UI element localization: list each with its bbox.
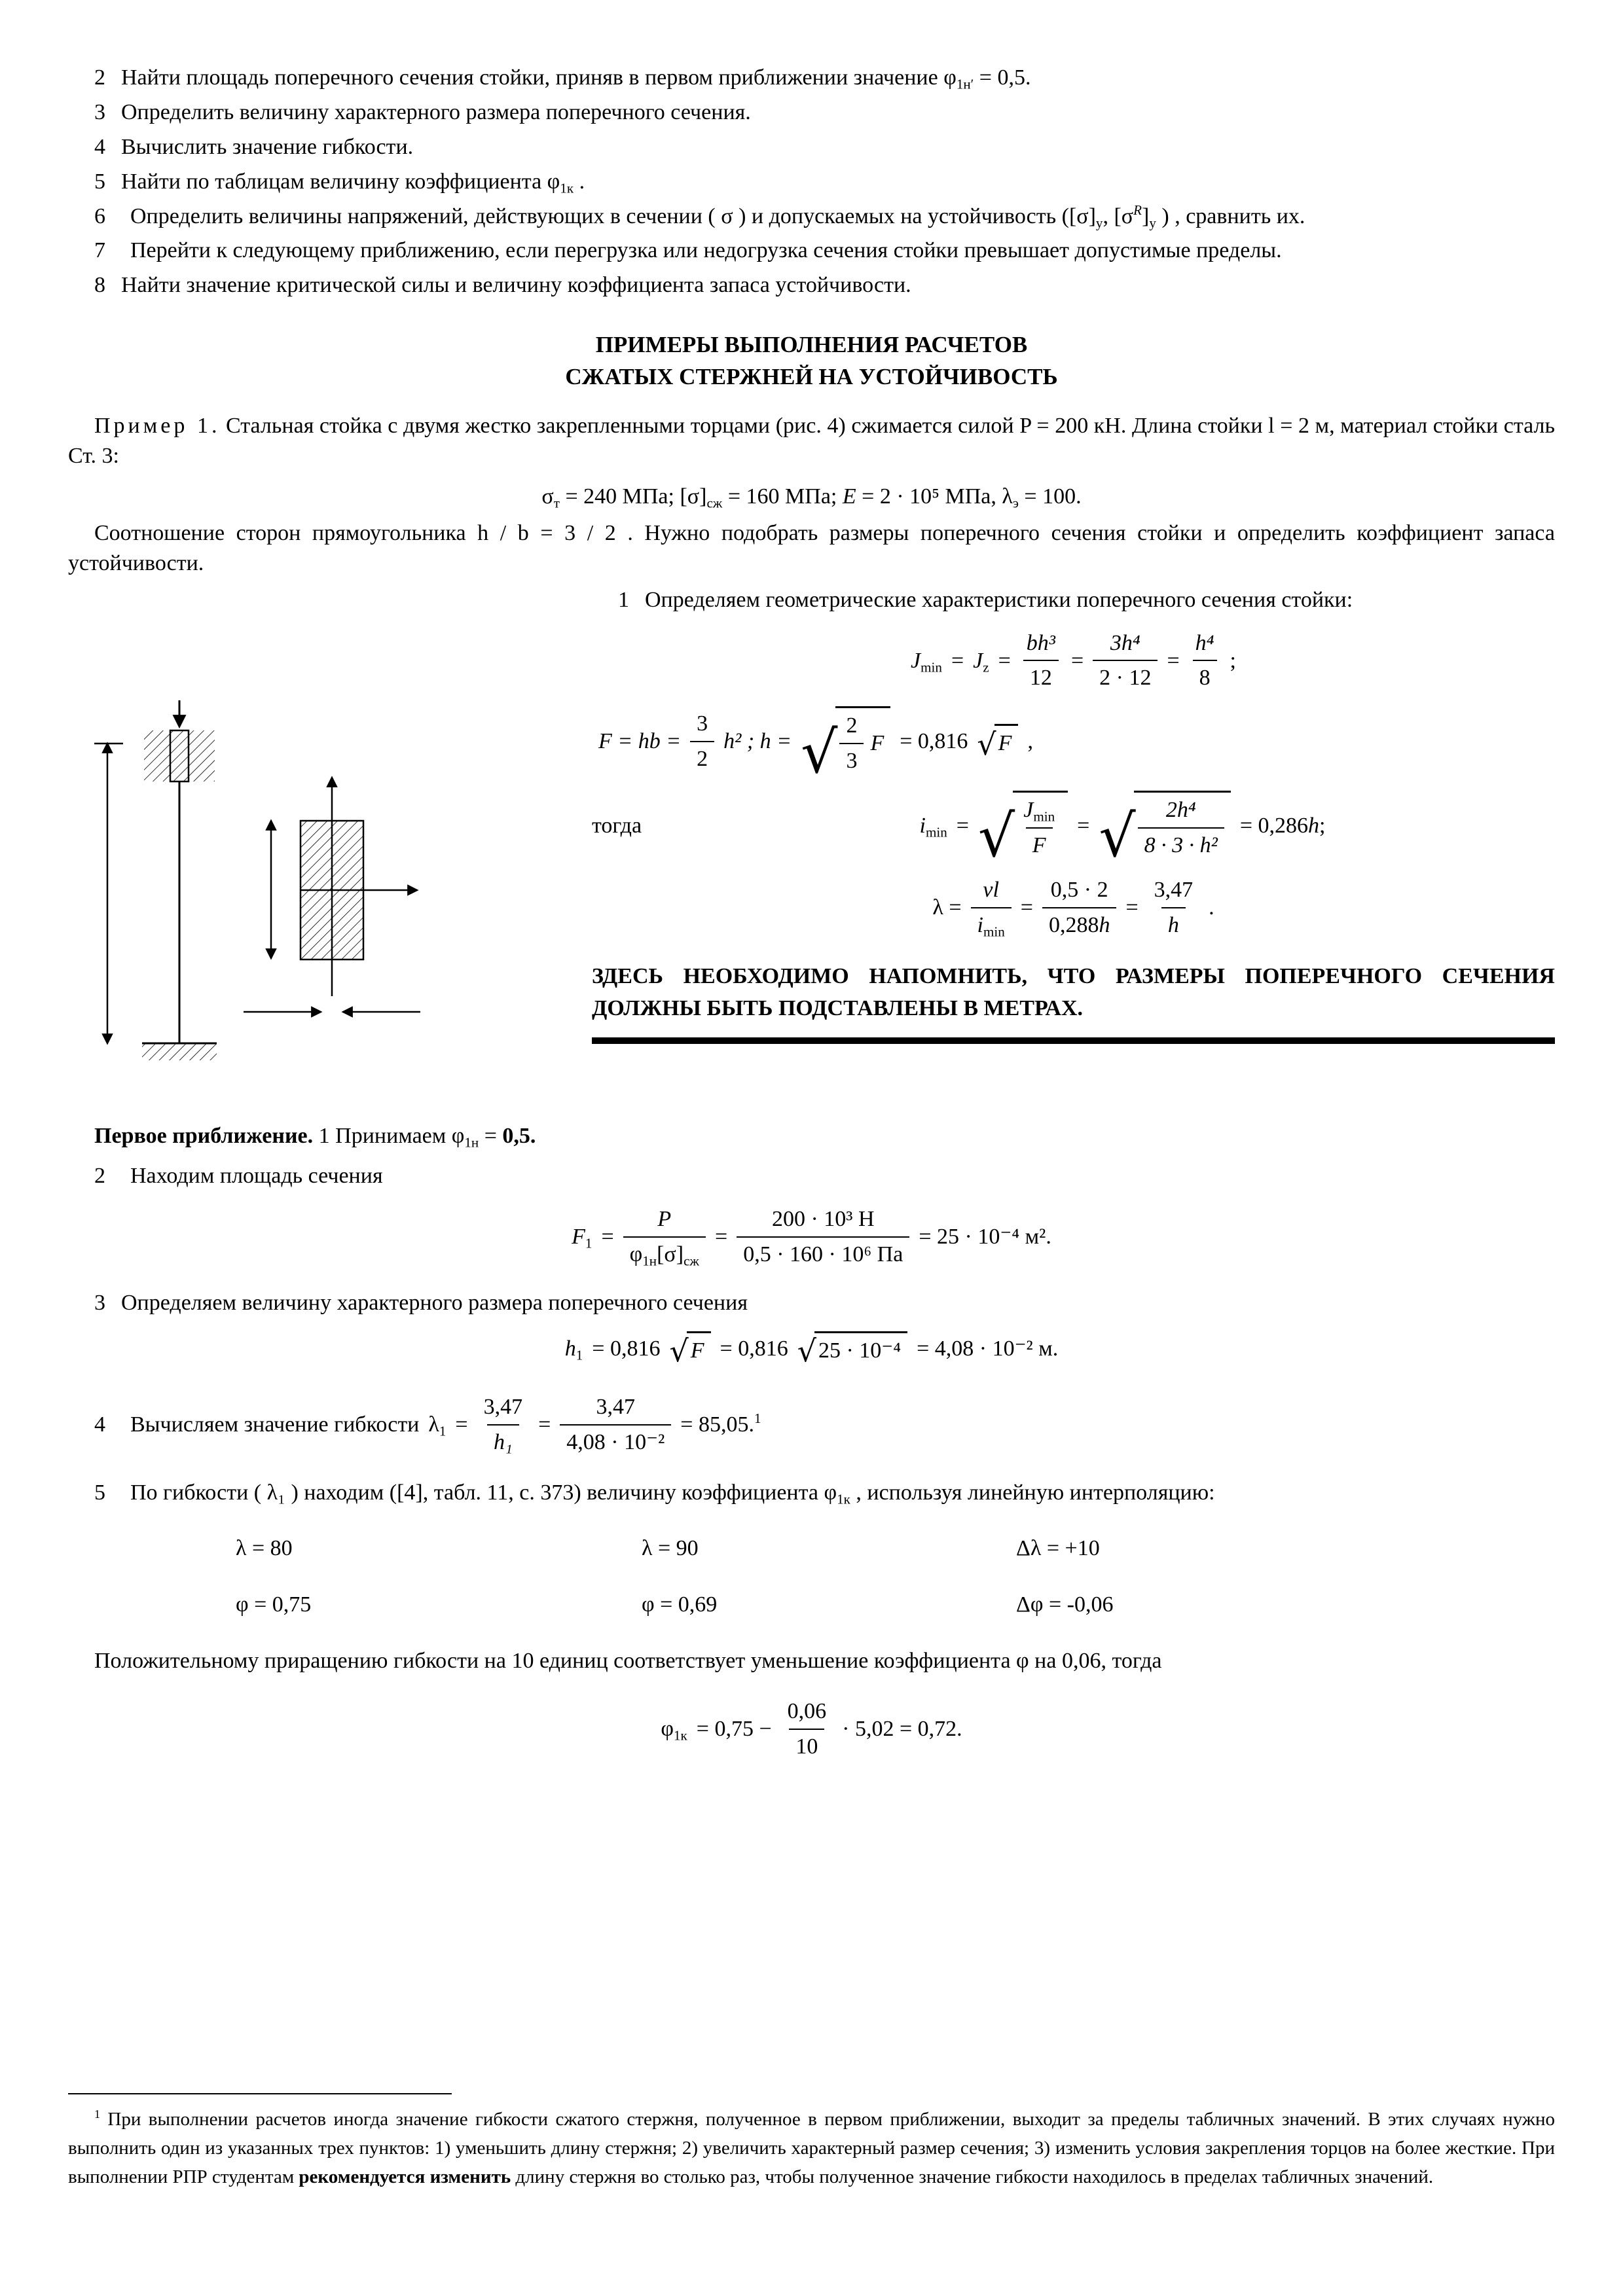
- numerator: bh³: [1026, 630, 1055, 655]
- item-number: 7: [94, 238, 105, 263]
- var: φ: [451, 1123, 465, 1148]
- step-1-paragraph: [592, 585, 1555, 615]
- denominator: 2: [690, 741, 714, 774]
- fraction: [560, 1392, 671, 1458]
- step-5-paragraph: [68, 1475, 1555, 1511]
- text: = 100.: [1018, 484, 1082, 509]
- subscript: min: [1033, 808, 1055, 825]
- list-item-6: [68, 202, 1555, 232]
- item-text: Вычислить значение гибкости.: [121, 134, 414, 159]
- var: h: [564, 1336, 576, 1361]
- denominator: 0,5 · 160 · 10⁶ Па: [737, 1236, 909, 1270]
- subscript: 1к: [837, 1491, 850, 1507]
- num: = 0,286: [1239, 813, 1309, 838]
- denominator: 3: [839, 743, 864, 776]
- lambda-80: λ = 80: [236, 1535, 293, 1560]
- radical-sign: √: [977, 802, 1015, 870]
- section-heading: [68, 329, 1555, 393]
- radical-sign: √: [797, 1333, 816, 1369]
- equals: =: [1020, 895, 1033, 920]
- double-rule: [592, 1037, 1555, 1044]
- list-item-5: [68, 167, 1555, 197]
- heading-line-2: СЖАТЫХ СТЕРЖНЕЙ НА УСТОЙЧИВОСТЬ: [565, 364, 1058, 390]
- num: = 85,05.: [680, 1412, 754, 1437]
- radical-sign: √: [1099, 802, 1136, 870]
- subscript: 1: [439, 1423, 447, 1439]
- denominator: 4,08 · 10⁻²: [560, 1424, 671, 1458]
- result: [1240, 811, 1326, 841]
- numerator: 0,5 · 2: [1050, 877, 1108, 902]
- phi-1n-symbol: [451, 1123, 479, 1151]
- numerator: 0,06: [787, 1699, 827, 1724]
- list-item-3: [68, 98, 1555, 128]
- phi-1k-symbol: [547, 170, 574, 194]
- numerator: 3,47: [483, 1394, 523, 1419]
- subscript: у: [1149, 215, 1156, 231]
- sqrt: [977, 791, 1068, 870]
- var: i: [919, 813, 926, 838]
- subscript: 1к: [560, 180, 574, 196]
- fraction: [1148, 875, 1200, 941]
- subscript: э: [1012, 495, 1019, 511]
- var: J: [1023, 798, 1034, 823]
- text: длину стержня во столько раз, чтобы полученное значение гибкости находилось в пределах табличных значений.: [511, 2166, 1434, 2187]
- item-text: Найти площадь поперечного сечения стойки, приняв в первом приближении значение: [121, 65, 944, 90]
- radical-sign: √: [669, 1333, 689, 1369]
- sigma-brackets: ]: [1142, 204, 1150, 228]
- numerator: 200 · 10³ Н: [771, 1207, 875, 1232]
- result: · 5,02 = 0,72.: [842, 1717, 962, 1742]
- var: J: [973, 648, 983, 673]
- subscript: т: [553, 495, 560, 511]
- numerator: 2h⁴: [1165, 798, 1196, 823]
- subscript: 1к: [673, 1727, 687, 1744]
- sqrt: [1099, 791, 1231, 870]
- length-dimension: [94, 744, 123, 1043]
- text: = 160 МПа;: [722, 484, 843, 509]
- text: = 2 · 10⁵ МПа, λ: [856, 484, 1013, 509]
- fixed-support-top: [144, 730, 215, 781]
- var: h: [1099, 912, 1110, 937]
- item-text: Перейти к следующему приближению, если перегрузка или недогрузка сечения стойки превышает допустимые пределы.: [130, 238, 1282, 263]
- equals: =: [538, 1412, 551, 1437]
- denominator: 10: [789, 1729, 824, 1762]
- var: φ: [629, 1242, 643, 1267]
- var: F: [998, 731, 1012, 756]
- h1: [565, 1334, 583, 1364]
- sqrt: [977, 724, 1018, 762]
- conclusion-paragraph: Положительному приращению гибкости на 10 единиц соответствует уменьшение коэффициента φ на 0,06, тогда: [94, 1648, 1162, 1673]
- item-text: = 0,5.: [974, 65, 1031, 90]
- text: 1 Принимаем: [313, 1123, 452, 1148]
- subscript: min: [925, 824, 947, 840]
- item-text: Находим площадь сечения: [130, 1164, 383, 1189]
- item-number: 4: [94, 1412, 105, 1437]
- fraction: [1020, 628, 1062, 694]
- numerator: P: [657, 1207, 672, 1232]
- step-3-paragraph: [68, 1288, 1555, 1318]
- phi-1k-symbol: [661, 1714, 687, 1744]
- item-text: ) , сравнить их.: [1156, 204, 1305, 228]
- subscript: 1н: [464, 1134, 479, 1151]
- var: λ: [428, 1412, 439, 1437]
- equals: =: [1167, 648, 1180, 673]
- equals: =: [998, 648, 1011, 673]
- fraction: [1042, 875, 1117, 941]
- phi-075: φ = 0,75: [236, 1592, 312, 1617]
- item-number: 3: [94, 99, 105, 124]
- expr: = 0,816: [720, 1336, 788, 1361]
- result: = 25 · 10⁻⁴ м².: [919, 1225, 1051, 1249]
- numerator: h⁴: [1195, 630, 1214, 655]
- formula-phi1k: [68, 1696, 1555, 1762]
- item-text: Найти значение критической силы и величину коэффициента запаса устойчивости.: [121, 273, 911, 298]
- togda-label: тогда: [592, 813, 642, 838]
- subscript: 1н: [642, 1253, 657, 1269]
- item-number: 2: [94, 65, 105, 90]
- step-4-line: [68, 1392, 1555, 1458]
- var: h: [1308, 813, 1320, 838]
- figure-column-diagram: [68, 585, 592, 1104]
- example-paragraph: [68, 411, 1555, 471]
- formula-h1: [68, 1331, 1555, 1369]
- sqrt: [801, 706, 890, 786]
- delta-lambda: Δλ = +10: [1016, 1535, 1100, 1560]
- sigma-brackets: , [σ: [1103, 204, 1134, 228]
- figure-svg: [75, 696, 592, 1096]
- sigma-brackets: [σ]: [657, 1242, 684, 1267]
- subscript: сж: [684, 1253, 699, 1269]
- comma: ,: [1027, 728, 1033, 753]
- equals: =: [1077, 813, 1090, 838]
- radical-sign: √: [801, 718, 838, 786]
- denominator: 8: [1193, 660, 1217, 693]
- subscript: сж: [706, 495, 723, 511]
- period: .: [1209, 895, 1214, 920]
- var: F: [690, 1338, 704, 1363]
- superscript: R: [1133, 202, 1142, 218]
- subscript: z: [983, 659, 989, 675]
- var: J: [911, 648, 921, 673]
- J-min: [911, 646, 942, 676]
- lambda-90: λ = 90: [642, 1535, 699, 1560]
- approx-label: Первое приближение.: [94, 1123, 314, 1148]
- item-text: Определяем величину характерного размера поперечного сечения: [121, 1291, 748, 1316]
- formula-area: [592, 706, 1555, 786]
- numerator: 3,47: [1154, 877, 1194, 902]
- example-text: Стальная стойка с двумя жестко закрепленными торцами (рис. 4) сжимается силой P = 200 кН. Длина стойки l = 2 м, материал стойки сталь Ст. 3:: [68, 414, 1555, 469]
- equals: =: [1070, 648, 1084, 673]
- item-number: 6: [94, 204, 105, 228]
- fraction: [623, 1204, 706, 1270]
- phi-1n-symbol: [943, 65, 974, 90]
- footnote-marker: 1: [94, 2107, 100, 2121]
- fixed-support-bottom: [142, 1043, 217, 1060]
- sqrt: [797, 1331, 907, 1369]
- var: φ: [661, 1717, 674, 1742]
- item-text: Определяем геометрические характеристики поперечного сечения стойки:: [645, 587, 1353, 612]
- num: 25 · 10⁻⁴: [818, 1338, 902, 1363]
- expr: h² ; h =: [723, 728, 792, 753]
- derivation-column: [592, 585, 1555, 1104]
- expr: = 0,816: [592, 1336, 661, 1361]
- i-min: [919, 811, 947, 841]
- sigma-t: σ: [541, 484, 554, 509]
- item-number: 5: [94, 1480, 105, 1505]
- sqrt: [669, 1331, 710, 1369]
- subscript: min: [983, 924, 1005, 940]
- value: 0,5.: [502, 1123, 536, 1148]
- item-text: По гибкости ( λ₁ ) находим ([4], табл. 11, с. 373) величину коэффициента φ: [130, 1480, 837, 1505]
- numerator: 2: [846, 713, 858, 738]
- footnote-rule: [68, 2093, 452, 2094]
- var: φ: [943, 65, 957, 90]
- var: i: [977, 912, 983, 937]
- var-E: E: [842, 484, 856, 509]
- numerator: νl: [983, 877, 999, 902]
- footnote-marker: 1: [754, 1410, 761, 1426]
- lambda-1: [428, 1410, 446, 1440]
- fraction: [690, 709, 714, 774]
- bold-text: рекомендуется изменить: [299, 2166, 511, 2187]
- text: =: [479, 1123, 503, 1148]
- var: F: [572, 1225, 585, 1249]
- expr: = 0,75 −: [696, 1717, 772, 1742]
- phi-069: φ = 0,69: [642, 1592, 718, 1617]
- item-number: 2: [94, 1164, 105, 1189]
- equals: =: [455, 1412, 468, 1437]
- fraction: [781, 1696, 833, 1762]
- subscript: у: [1095, 215, 1103, 231]
- item-number: 3: [94, 1291, 105, 1316]
- formula-material-constants: [68, 482, 1555, 512]
- denominator: 8 · 3 · h²: [1138, 827, 1224, 861]
- subscript: 1н′: [956, 76, 974, 92]
- F1: [572, 1222, 592, 1252]
- numerator: 3,47: [596, 1394, 636, 1419]
- var: F: [870, 731, 884, 756]
- subscript: min: [921, 659, 942, 675]
- item-number: 8: [94, 273, 105, 298]
- ratio-paragraph: Соотношение сторон прямоугольника h / b = 3 / 2 . Нужно подобрать размеры поперечного сечения стойки и определить коэффициент запаса устойчивости.: [68, 520, 1555, 575]
- formula-imin-row: [592, 791, 1555, 870]
- numerator: 3h⁴: [1110, 630, 1140, 655]
- item-number: 4: [94, 134, 105, 159]
- units-note: ЗДЕСЬ НЕОБХОДИМО НАПОМНИТЬ, ЧТО РАЗМЕРЫ ПОПЕРЕЧНОГО СЕЧЕНИЯ ДОЛЖНЫ БЫТЬ ПОДСТАВЛЕНЫ В МЕТРАХ.: [592, 963, 1555, 1020]
- var: φ: [547, 169, 560, 194]
- item-text: Найти по таблицам величину коэффициента: [121, 169, 547, 194]
- numerator: 3: [697, 711, 708, 736]
- fraction: [1189, 628, 1221, 694]
- item-text: Вычисляем значение гибкости: [130, 1412, 420, 1437]
- formula-imin: [690, 791, 1555, 870]
- semicolon: ;: [1230, 648, 1236, 673]
- fraction: [971, 875, 1012, 941]
- formula-jmin: [592, 628, 1555, 694]
- subscript: 1: [585, 1236, 593, 1252]
- heading-line-1: ПРИМЕРЫ ВЫПОЛНЕНИЯ РАСЧЕТОВ: [595, 332, 1028, 358]
- item-text: .: [574, 169, 585, 194]
- text: = 240 МПа; [σ]: [559, 484, 707, 509]
- denominator: h: [1161, 907, 1186, 941]
- subscript: 1: [575, 1347, 583, 1363]
- figure-row: [68, 585, 1555, 1104]
- equals: =: [951, 648, 964, 673]
- item-number: 1: [618, 587, 629, 612]
- equals: =: [601, 1225, 614, 1249]
- first-approximation: [68, 1121, 1555, 1151]
- text: При выполнении расчетов иногда значение гибкости сжатого стержня, полученное в первом приближении, выходит за пределы табличных значений. В этих случаях нужно выполнить один из указанных трех пунктов: 1) уменьшить длину стержня; 2) увеличить характерный размер сечения; 3) изменить условия закрепления торцов на более жесткие. При выполнении РПР студентам: [68, 2108, 1555, 2187]
- footnote-text: [68, 2105, 1555, 2191]
- expr: F = hb =: [598, 728, 682, 753]
- lambda-equals: λ =: [932, 895, 962, 920]
- item-text: , используя линейную интерполяцию:: [850, 1480, 1215, 1505]
- list-item-4: [68, 132, 1555, 162]
- J-z: [973, 646, 989, 676]
- fraction: [477, 1392, 530, 1458]
- item-number: 5: [94, 169, 105, 194]
- item-text: Определить величину характерного размера поперечного сечения.: [121, 99, 751, 124]
- denominator: F: [1026, 827, 1053, 861]
- list-item-7: [68, 236, 1555, 266]
- denominator: 2 · 12: [1093, 660, 1158, 693]
- list-item-2: [68, 63, 1555, 93]
- interpolation-table: [68, 1534, 1555, 1620]
- fraction: [1093, 628, 1158, 694]
- example-label: Пример 1.: [94, 414, 221, 439]
- footnote: [68, 2093, 1555, 2296]
- num: 0,288: [1048, 912, 1099, 937]
- radical-sign: √: [977, 726, 996, 762]
- equals: =: [956, 813, 969, 838]
- item-text: Определить величины напряжений, действующих в сечении ( σ ) и допускаемых на устойчивость: [130, 204, 1062, 228]
- equals: =: [1125, 895, 1139, 920]
- formula-f1: [68, 1204, 1555, 1270]
- formula-slenderness: [592, 875, 1555, 941]
- result: [680, 1410, 761, 1440]
- denominator: h₁: [487, 1424, 519, 1458]
- list-item-8: [68, 270, 1555, 300]
- sigma-brackets: ([σ]: [1061, 204, 1096, 228]
- expr: = 0,816: [900, 728, 968, 753]
- denominator: 12: [1023, 660, 1059, 693]
- result: = 4,08 · 10⁻² м.: [917, 1336, 1059, 1361]
- delta-phi: Δφ = -0,06: [1016, 1592, 1114, 1617]
- semicolon: ;: [1319, 813, 1326, 838]
- fraction: [737, 1204, 909, 1270]
- equals: =: [715, 1225, 728, 1249]
- step-2-paragraph: [68, 1161, 1555, 1191]
